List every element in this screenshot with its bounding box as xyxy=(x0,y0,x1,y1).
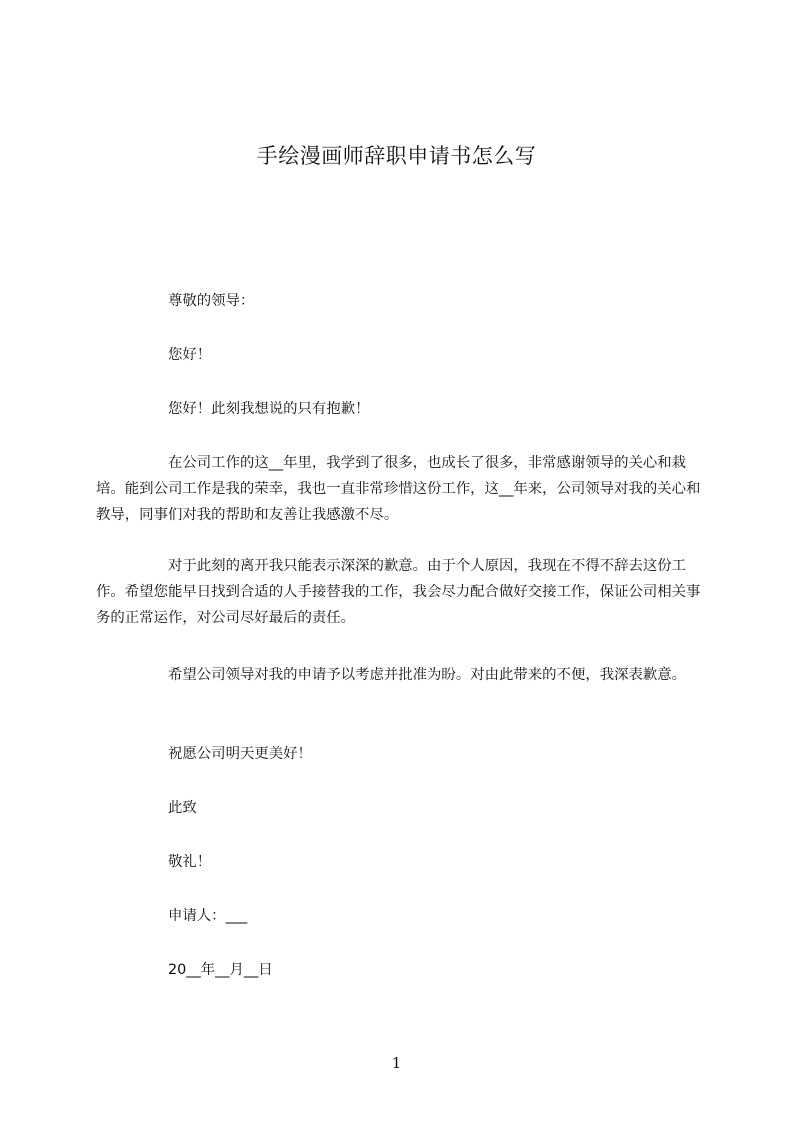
closing-salutation: 此致 xyxy=(168,800,197,816)
greeting: 您好！ xyxy=(168,347,212,363)
body-paragraph-3: 希望公司领导对我的申请予以考虑并批准为盼。对由此带来的不便，我深表歉意。 xyxy=(168,667,687,683)
closing-wish: 祝愿公司明天更美好！ xyxy=(168,746,312,762)
salutation: 尊敬的领导： xyxy=(168,293,255,309)
applicant-line: 申请人：___ xyxy=(168,908,248,924)
page-number: 1 xyxy=(391,1054,402,1072)
body-paragraph-2: 对于此刻的离开我只能表示深深的歉意。由于个人原因，我现在不得不辞去这份工作。希望您能早日找到合适的人手接替我的工作，我会尽力配合做好交接工作，保证公司相关事务的正常运作，对公司尽好最后的责任。 xyxy=(96,558,701,626)
date-line: 20__年__月__日 xyxy=(168,962,273,978)
body-paragraph-1: 在公司工作的这__年里，我学到了很多，也成长了很多，非常感谢领导的关心和栽培。能到公司工作是我的荣幸，我也一直非常珍惜这份工作，这__年来，公司领导对我的关心和教导，同事们对我的帮助和友善让我感激不尽。 xyxy=(96,455,701,523)
document-title: 手绘漫画师辞职申请书怎么写 xyxy=(256,144,537,168)
opening-line: 您好！此刻我想说的只有抱歉！ xyxy=(168,401,370,417)
closing-regards: 敬礼！ xyxy=(168,854,212,870)
